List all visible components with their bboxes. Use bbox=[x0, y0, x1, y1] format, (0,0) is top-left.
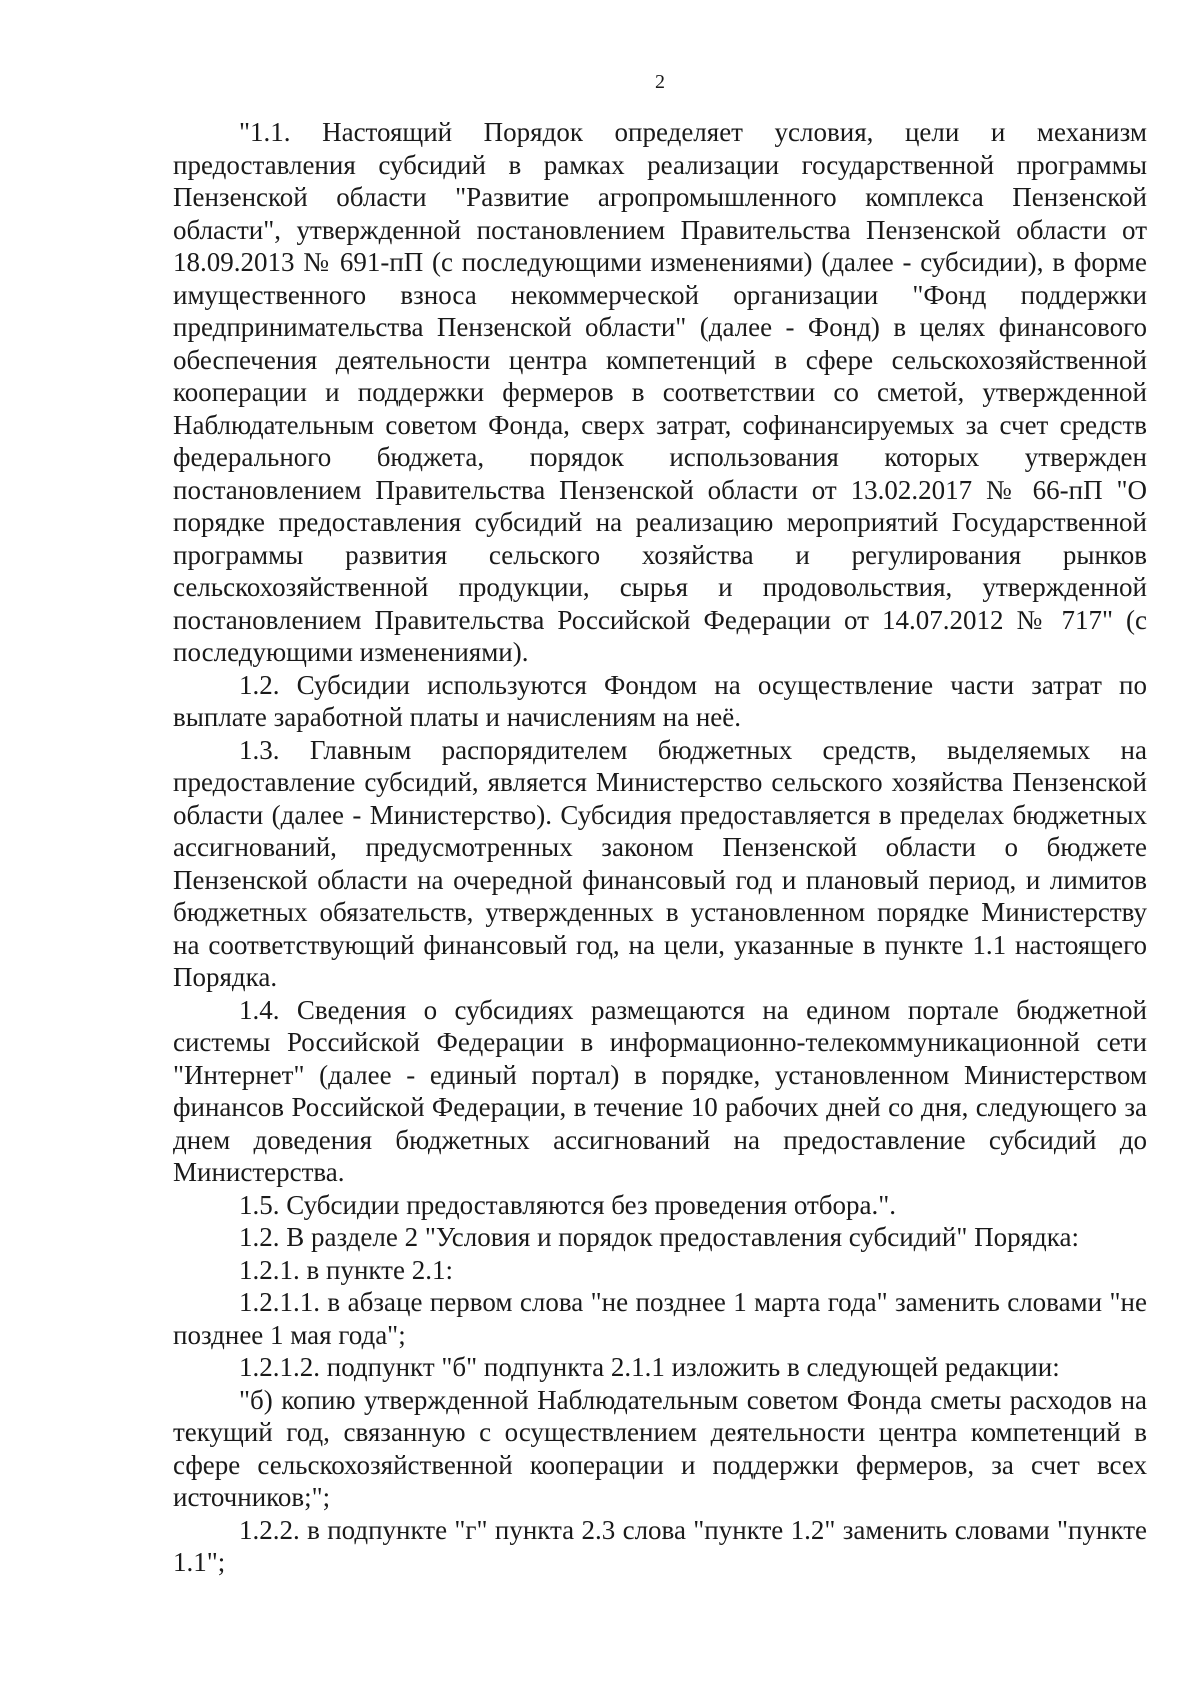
paragraph-1-2: 1.2. Субсидии используются Фондом на осуществление части затрат по выплате заработной платы и начислениям на неё. bbox=[173, 669, 1147, 732]
paragraph-amend-1-2: 1.2. В разделе 2 "Условия и порядок предоставления субсидий" Порядка: bbox=[239, 1222, 1079, 1252]
paragraph-amend-1-2-1-2: 1.2.1.2. подпункт "б" подпункта 2.1.1 изложить в следующей редакции: bbox=[239, 1352, 1060, 1382]
paragraph-amend-1-2-1: 1.2.1. в пункте 2.1: bbox=[239, 1254, 453, 1285]
paragraph-1-4: 1.4. Сведения о субсидиях размещаются на едином портале бюджетной системы Российской Федерации в информационно-телекоммуникационной сети "Интернет" (далее - единый портал) в порядке, установленном Министерством финансов Российской Федерации, в течение 10 рабочих дней со дня, следующего за днем доведения бюджетных ассигнований на предоставление субсидий до Министерства. bbox=[173, 994, 1147, 1187]
paragraph-amend-1-2-2: 1.2.2. в подпункте "г" пункта 2.3 слова "пункте 1.2" заменить словами "пункте 1.1"; bbox=[173, 1514, 1147, 1577]
paragraph-amend-1-2-1-1: 1.2.1.1. в абзаце первом слова "не позднее 1 марта года" заменить словами "не позднее 1 мая года"; bbox=[173, 1287, 1147, 1350]
paragraph-subitem-b: "б) копию утвержденной Наблюдательным советом Фонда сметы расходов на текущий год, связанную с осуществлением деятельности центра компетенций в сфере сельскохозяйственной кооперации и поддержки фермеров, за счет всех источников;"; bbox=[173, 1384, 1147, 1512]
page-number: 2 bbox=[655, 71, 665, 93]
paragraph-1-1: "1.1. Настоящий Порядок определяет условия, цели и механизм предоставления субсидий в рамках реализации государственной программы Пензенской области "Развитие агропромышленного комплекса Пензенской области", утвержденной постановлением Правительства Пензенской области от 18.09.2013 № 691-пП (с последующими изменениями) (далее - субсидии), в форме имущественного взноса некоммерческой организации "Фонд поддержки предпринимательства Пензенской области" (далее - Фонд) в целях финансового обеспечения деятельности центра компетенций в сфере сельскохозяйственной кооперации и поддержки фермеров в соответствии со сметой, утвержденной Наблюдательным советом Фонда, сверх затрат, софинансируемых за счет средств федерального бюджета, порядок использования которых утвержден постановлением Правительства Пензенской области от 13.02.2017 № 66-пП "О порядке предоставления субсидий на реализацию мероприятий Государственной программы развития сельского хозяйства и регулирования рынков сельскохозяйственной продукции, сырья и продовольствия, утвержденной постановлением Правительства Российской Федерации от 14.07.2012 № 717" (с последующими изменениями). bbox=[173, 117, 1147, 667]
paragraph-1-5: 1.5. Субсидии предоставляются без проведения отбора.". bbox=[239, 1189, 897, 1220]
paragraph-1-3: 1.3. Главным распорядителем бюджетных средств, выделяемых на предоставление субсидий, является Министерство сельского хозяйства Пензенской области (далее - Министерство). Субсидия предоставляется в пределах бюджетных ассигнований, предусмотренных законом Пензенской области о бюджете Пензенской области на очередной финансовый год и плановый период, и лимитов бюджетных обязательств, утвержденных в установленном порядке Министерству на соответствующий финансовый год, на цели, указанные в пункте 1.1 настоящего Порядка. bbox=[173, 734, 1147, 992]
